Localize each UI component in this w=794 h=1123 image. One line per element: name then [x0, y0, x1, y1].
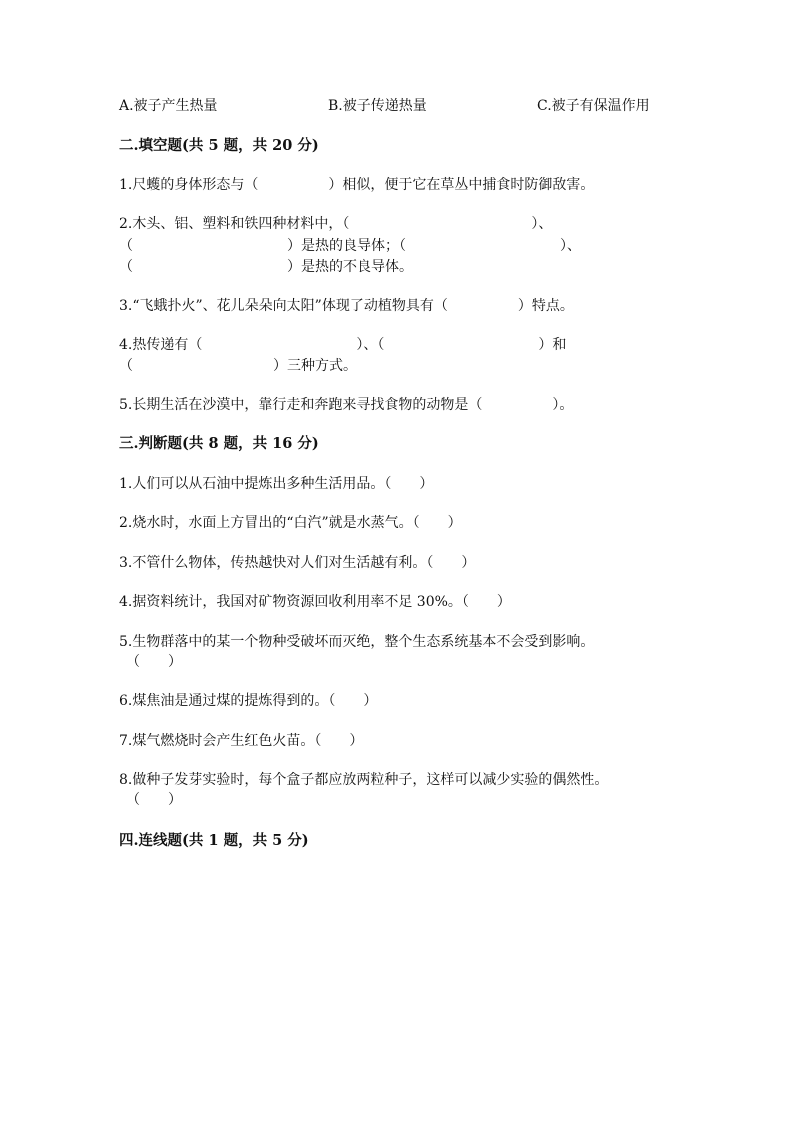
fill-question-5: 5.长期生活在沙漠中，靠行走和奔跑来寻找食物的动物是（ ）。 — [119, 397, 574, 413]
judge-question-8-line-1: 8.做种子发芽实验时，每个盒子都应放两粒种子，这样可以减少实验的偶然性。 — [119, 772, 609, 788]
fill-question-4-line-2: （ ）三种方式。 — [119, 358, 357, 374]
fill-question-4-line-1: 4.热传递有（ ）、（ ）和 — [119, 337, 567, 353]
fill-question-3: 3.“飞蛾扑火”、花儿朵朵向太阳”体现了动植物具有（ ）特点。 — [119, 298, 574, 314]
fill-question-2-line-3: （ ）是热的不良导体。 — [119, 259, 413, 275]
judge-question-6: 6.煤焦油是通过煤的提炼得到的。（ ） — [119, 693, 378, 709]
section-heading-fill-in: 二.填空题(共 5 题，共 20 分) — [119, 137, 319, 154]
choice-option-c: C.被子有保温作用 — [537, 98, 650, 114]
fill-question-1: 1.尺蠖的身体形态与（ ）相似，便于它在草丛中捕食时防御敌害。 — [119, 177, 595, 193]
section-heading-matching: 四.连线题(共 1 题，共 5 分) — [119, 832, 309, 849]
choice-option-b: B.被子传递热量 — [328, 98, 427, 114]
judge-question-1: 1.人们可以从石油中提炼出多种生活用品。（ ） — [119, 476, 434, 492]
section-heading-true-false: 三.判断题(共 8 题，共 16 分) — [119, 435, 319, 452]
judge-question-2: 2.烧水时，水面上方冒出的“白汽”就是水蒸气。（ ） — [119, 515, 462, 531]
judge-question-5-line-1: 5.生物群落中的某一个物种受破坏而灭绝，整个生态系统基本不会受到影响。 — [119, 634, 595, 650]
judge-question-7: 7.煤气燃烧时会产生红色火苗。（ ） — [119, 733, 364, 749]
judge-question-8-line-2: （ ） — [126, 792, 182, 808]
judge-question-4: 4.据资料统计，我国对矿物资源回收利用率不足 30%。（ ） — [119, 594, 511, 610]
choice-option-a: A.被子产生热量 — [119, 98, 218, 114]
fill-question-2-line-1: 2.木头、铝、塑料和铁四种材料中，（ ）、 — [119, 216, 553, 232]
judge-question-3: 3.不管什么物体，传热越快对人们对生活越有利。（ ） — [119, 555, 476, 571]
judge-question-5-line-2: （ ） — [126, 654, 182, 670]
fill-question-2-line-2: （ ）是热的良导体；（ ）、 — [119, 238, 581, 254]
